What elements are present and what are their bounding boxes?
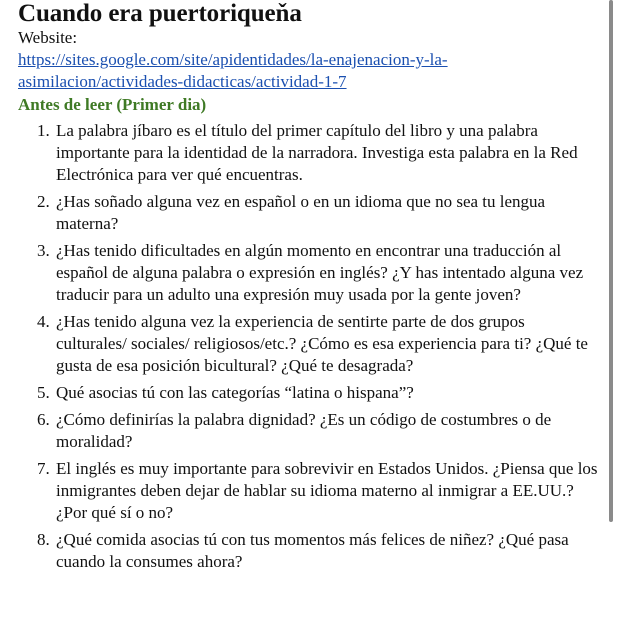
website-link-line2: asimilacion/actividades-didacticas/actividad-1-7: [18, 72, 347, 91]
questions-list: [18, 120, 598, 573]
website-link[interactable]: [18, 49, 518, 93]
question-item: 4. ¿Has tenido alguna vez la experiencia de sentirte parte de dos grupos culturales/ sociales/ religiosos/etc.? ¿Cómo es esa experiencia para ti? ¿Qué te gusta de esa posición bicultural? ¿Qué te desagrada?: [54, 311, 598, 377]
website-link-line1: https://sites.google.com/site/apidentidades/la-enajenacion-y-la-: [18, 50, 448, 69]
document-page: [18, 0, 598, 578]
question-item: 6. ¿Cómo definirías la palabra dignidad? ¿Es un código de costumbres o de moralidad?: [54, 409, 598, 453]
vertical-scrollbar[interactable]: [609, 0, 613, 522]
question-item: 3. ¿Has tenido dificultades en algún momento en encontrar una traducción al español de alguna palabra o expresión en inglés? ¿Y has intentado alguna vez traducir para un adulto una expresión muy usada por la gente joven?: [54, 240, 598, 306]
section-heading: Antes de leer (Primer dia): [18, 95, 207, 114]
document-title: Cuando era puertoriqueňa: [18, 0, 302, 27]
question-item: 2. ¿Has soñado alguna vez en español o en un idioma que no sea tu lengua materna?: [54, 191, 598, 235]
question-item: 5. Qué asocias tú con las categorías “latina o hispana”?: [54, 382, 598, 404]
question-item: 1. La palabra jíbaro es el título del primer capítulo del libro y una palabra importante para la identidad de la narradora. Investiga esta palabra en la Red Electrónica para ver qué encuentras.: [54, 120, 598, 186]
website-label: Website:: [18, 28, 78, 47]
question-item: 8. ¿Qué comida asocias tú con tus momentos más felices de niñez? ¿Qué pasa cuando la consumes ahora?: [54, 529, 598, 573]
question-item: 7. El inglés es muy importante para sobrevivir en Estados Unidos. ¿Piensa que los inmigrantes deben dejar de hablar su idioma materno al inmigrar a EE.UU.? ¿Por qué sí o no?: [54, 458, 598, 524]
